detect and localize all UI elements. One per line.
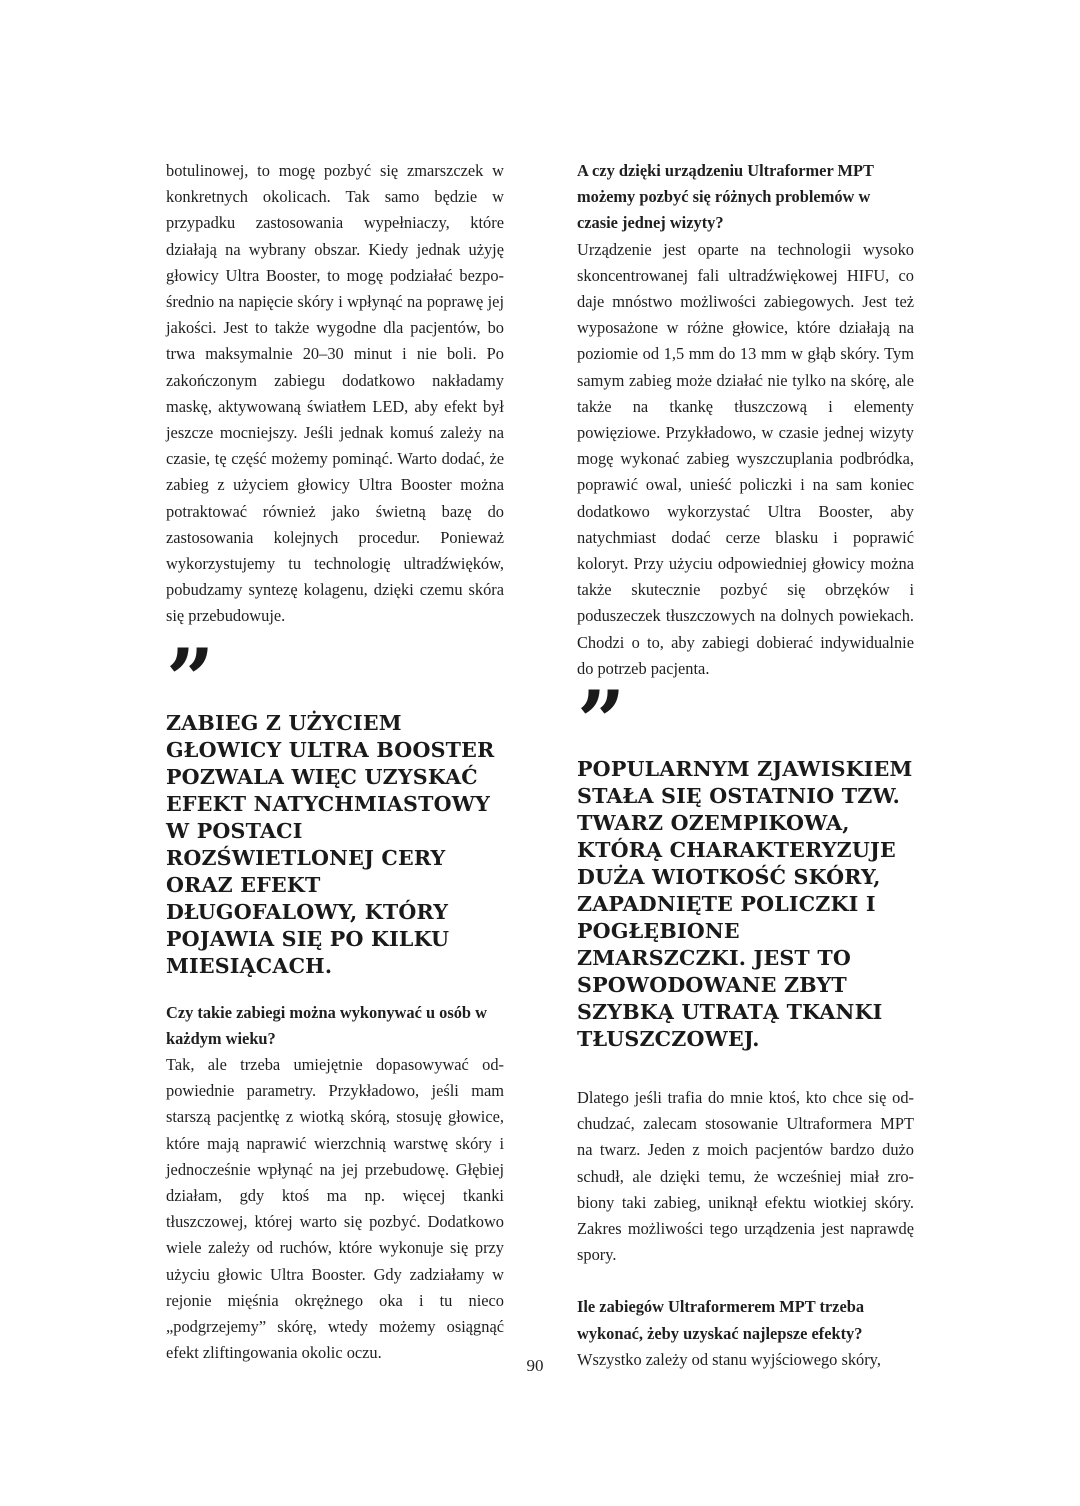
pull-quote: ZABIEG Z UŻYCIEM GŁOWICY ULTRA BOOSTER POZWALA WIĘC UZYSKAĆ EFEKT NATYCHMIASTOWY W POSTACI ROZŚWIETLONEJ CERY ORAZ EFEKT DŁUGOFALOWY, KTÓRY POJAWIA SIĘ PO KILKU MIESIĄCACH. [166,710,495,978]
body-paragraph: Dlatego jeśli trafia do mnie ktoś, kto chce się odchudzać, zalecam stosowanie Ultraformera MPT na twarz. Jeden z moich pacjentów bardzo dużo schudł, ale dzięki temu, że wcześniej miał zrobiony taki zabieg, uniknął efektu wiotkiej skóry. Zakres możliwości tego urządzenia jest naprawdę spory. [577,1088,914,1265]
quote-mark-icon: ” [166,629,209,729]
interview-question: A czy dzięki urządzeniu Ultraformer MPT możemy pozbyć się różnych problemów w czasie jednej wizyty? [577,161,874,233]
interview-answer: Urządzenie jest oparte na technologii wysoko skoncentrowanej fali ultradźwiękowej HIFU, co daje mnóstwo możliwości zabiegowych. Jest też wyposażone w różne głowice, które działają na poziomie od 1,5 mm do 13 mm w głąb skóry. Tym samym zabieg może działać nie tylko na skórę, ale także na tkankę tłuszczową i elementy powięziowe. Przykładowo, w czasie jednej wizyty mogę wykonać zabieg wyszczuplania podbródka, poprawić owal, unieść policzki i na sam koniec dodatkowo wykorzystać Ultra Booster, aby natychmiast dodać cerze blasku i poprawić koloryt. Przy użyciu odpowiedniej głowicy można także skutecznie pozbyć się obrzęków i poduszeczek tłuszczowych na dolnych powiekach. Chodzi o to, aby zabiegi dobierać indywidualnie do potrzeb pacjenta. [577,239,914,678]
interview-answer: Wszystko zależy od stanu wyjściowego skóry, [577,1349,881,1369]
intro-paragraph: botulinowej, to mogę pozbyć się zmarszczek w konkretnych okolicach. Tak samo będzie w przypadku zastosowania wypełniaczy, które działają na wybrany obszar. Kiedy jednak użyję głowicy Ultra Booster, to mogę podziałać bezpośrednio na napięcie skóry i wpłynąć na poprawę jej jakości. Jest to także wygodne dla pacjentów, bo trwa maksymalnie 20–30 minut i nie boli. Po zakończonym zabiegu dodatkowo nakładamy maskę, aktywowaną światłem LED, aby efekt był jeszcze mocniejszy. Jeśli jednak komuś zależy na czasie, tę część możemy pominąć. Warto dodać, że zabieg z użyciem głowicy Ultra Booster można potraktować również jako świetną bazę do zastosowania kolejnych procedur. Ponieważ wykorzystujemy tu technologię ultradźwięków, pobudzamy syntezę kolagenu, dzięki czemu skóra się przebudowuje. [166,161,504,626]
interview-question: Czy takie zabiegi można wykonywać u osób w każdym wieku? [166,1002,487,1048]
interview-question: Ile zabiegów Ultraformerem MPT trzeba wykonać, żeby uzyskać najlepsze efekty? [577,1297,865,1343]
right-column [577,158,914,1373]
left-column [166,158,504,1367]
interview-answer: Tak, ale trzeba umiejętnie dopasowywać odpowiednie parametry. Przykładowo, jeśli mam starszą pacjentkę z wiotką skórą, stosuję głowice, które mają naprawić wierzchnią warstwę skóry i jednocześnie wpłynąć na jej przebudowę. Głębiej działam, gdy ktoś ma np. więcej tkanki tłuszczowej, której warto się pozbyć. Dodatkowo wiele zależy od ruchów, które wykonuje się przy użyciu głowic Ultra Booster. Gdy zadziałamy w rejonie mięśnia okrężnego oka i tu nieco „podgrzejemy” skórę, wtedy możemy osiągnąć efekt zliftingowania okolic oczu. [166,1055,504,1363]
pull-quote: POPULARNYM ZJAWISKIEM STAŁA SIĘ OSTATNIO TZW. TWARZ OZEMPIKOWA, KTÓRĄ CHARAKTERYZUJE DUŻA WIOTKOŚĆ SKÓRY, ZAPADNIĘTE POLICZKI I POGŁĘBIONE ZMARSZCZKI. JEST TO SPOWODOWANE ZBYT SZYBKĄ UTRATĄ TKANKI TŁUSZCZOWEJ. [577,757,913,1052]
page-number: 90 [526,1356,544,1375]
quote-mark-icon: ” [577,672,620,772]
